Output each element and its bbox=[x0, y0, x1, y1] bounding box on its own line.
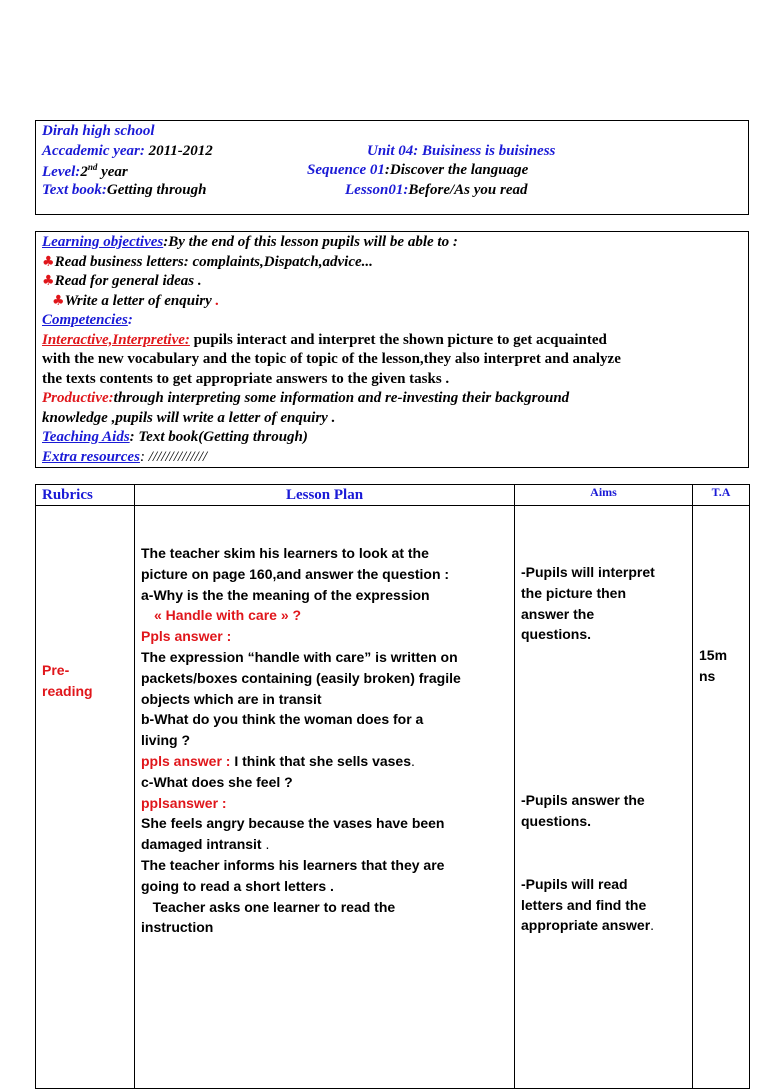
interactive-text: with the new vocabulary and the topic of topic of the lesson,they also interpret and analyze bbox=[42, 351, 621, 367]
competencies-label: Competencies bbox=[42, 312, 128, 328]
productive-label: Productive: bbox=[42, 390, 114, 406]
header-aims: Aims bbox=[515, 485, 693, 506]
teaching-aids-label: Teaching Aids bbox=[42, 429, 130, 445]
objective-item: ♣Write a letter of enquiry . bbox=[52, 292, 220, 309]
textbook-value: Getting through bbox=[106, 181, 207, 198]
year-label: Accademic year: bbox=[42, 142, 145, 159]
productive-text: knowledge ,pupils will write a letter of enquiry . bbox=[42, 409, 336, 426]
learning-objectives-text: :By the end of this lesson pupils will be able to : bbox=[163, 234, 458, 250]
sequence: Sequence 01:Discover the language bbox=[307, 162, 529, 178]
header-rubrics: Rubrics bbox=[36, 485, 135, 506]
unit-title: Unit 04: Buisiness is buisiness bbox=[367, 142, 556, 159]
interactive-text: the texts contents to get appropriate answers to the given tasks . bbox=[42, 370, 450, 387]
interactive-text: pupils interact and interpret the shown picture to get acquainted bbox=[189, 331, 607, 348]
objectives-box: Learning objectives:By the end of this lesson pupils will be able to : ♣Read business letters: complaints,Dispatch,advice... ♣Read for general ideas . ♣Write a letter of enquiry . Competencies: Interactive,Interpretive: pupils interact and interpret the shown picture to get acquainted with the new vocabulary and the topic of topic of the lesson,they also interpret and analyze the texts contents to get appropriate answers to the given tasks . Productive:through interpreting some information and re-investing their background knowledge ,pupils will write a letter of enquiry . Teaching Aids: Text book(Getting through) Extra resources: ////////////// bbox=[35, 231, 749, 468]
level-value: 2nd year bbox=[80, 162, 128, 180]
aims-cell: -Pupils will interpret the picture then answer the questions. -Pupils answer the questions. -Pupils will read letters and find the appropriate answer. bbox=[515, 506, 693, 1089]
teaching-aids-text: : Text book(Getting through) bbox=[129, 429, 308, 445]
extra-resources-text: : ////////////// bbox=[139, 448, 208, 465]
textbook-label: Text book: bbox=[42, 181, 107, 198]
objective-item: ♣Read business letters: complaints,Dispatch,advice... bbox=[42, 253, 373, 270]
level-label: Level: bbox=[42, 164, 81, 180]
learning-objectives-label: Learning objectives bbox=[42, 234, 164, 250]
productive-text: through interpreting some information and re-investing their background bbox=[113, 390, 570, 406]
school-name: Dirah high school bbox=[42, 123, 155, 139]
objective-item: ♣Read for general ideas . bbox=[42, 273, 202, 289]
time-allotted-cell: 15m ns bbox=[693, 506, 750, 1089]
extra-resources-label: Extra resources bbox=[42, 448, 140, 465]
lesson-number: Lesson01:Before/As you read bbox=[345, 181, 528, 198]
club-bullet-icon: ♣ bbox=[52, 292, 65, 309]
club-bullet-icon: ♣ bbox=[42, 253, 55, 270]
club-bullet-icon: ♣ bbox=[42, 273, 55, 289]
header-lesson-plan: Lesson Plan bbox=[135, 485, 515, 506]
rubric-cell: Pre- reading bbox=[36, 506, 135, 1089]
year-value: 2011-2012 bbox=[144, 142, 213, 159]
lesson-plan-table bbox=[35, 484, 750, 1089]
lesson-header-box bbox=[35, 120, 749, 215]
header-ta: T.A bbox=[693, 485, 750, 506]
lesson-plan-cell: The teacher skim his learners to look at the picture on page 160,and answer the question : a-Why is the the meaning of the expression « Handle with care » ? Ppls answer : The expression “handle with care” is written on packets/boxes containing (easily broken) fragile objects which are in transit b-What do you think the woman does for a living ? ppls answer : I think that she sells vases. c-What does she feel ? pplsanswer : She feels angry because the vases have been damaged intransit . The teacher informs his learners that they are going to read a short letters . Teacher asks one learner to read the instruction bbox=[135, 506, 515, 1089]
interactive-label: Interactive,Interpretive: bbox=[42, 331, 190, 348]
